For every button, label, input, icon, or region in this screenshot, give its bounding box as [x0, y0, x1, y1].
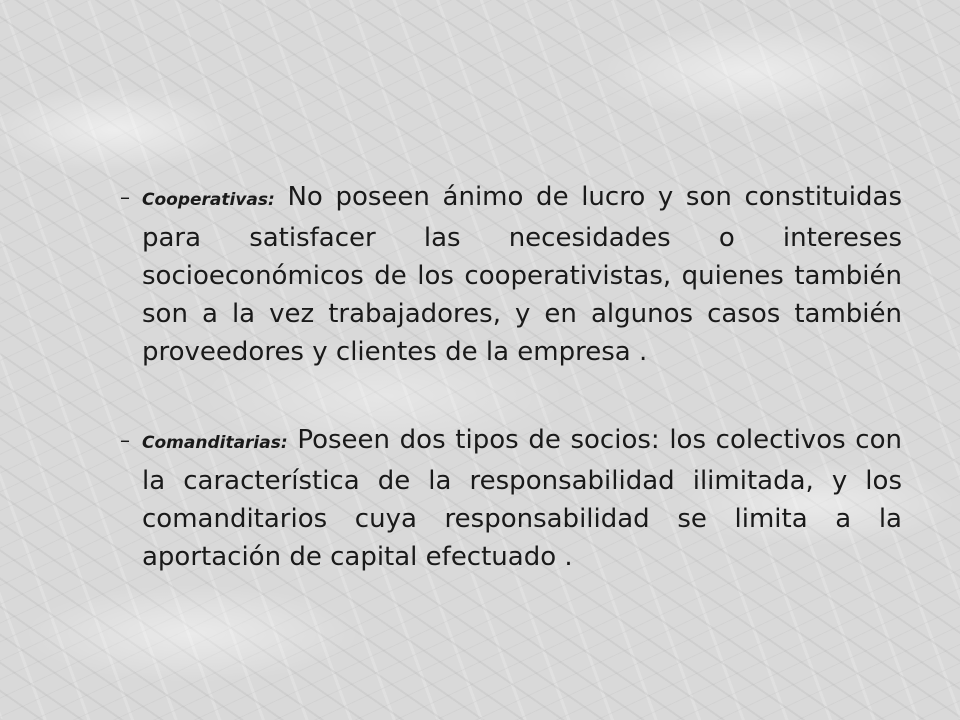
term-label: Comanditarias:: [142, 433, 288, 453]
term-label: Cooperativas:: [142, 190, 275, 210]
bullet-list: [120, 178, 902, 576]
bullet-item-cooperativas: [120, 178, 902, 371]
dash-bullet: –: [120, 428, 130, 452]
bullet-item-comanditarias: [120, 421, 902, 576]
term-description: No poseen ánimo de lucro y son constituidas para satisfacer las necesidades o intereses socioeconómicos de los cooperativistas, quienes también son a la vez trabajadores, y en algunos casos también proveedores y clientes de la empresa .: [142, 182, 903, 367]
term-description: Poseen dos tipos de socios: los colectivos con la característica de la responsabilidad ilimitada, y los comanditarios cuya responsabilidad se limita a la aportación de capital efectuado .: [142, 425, 902, 572]
dash-bullet: –: [120, 185, 130, 209]
